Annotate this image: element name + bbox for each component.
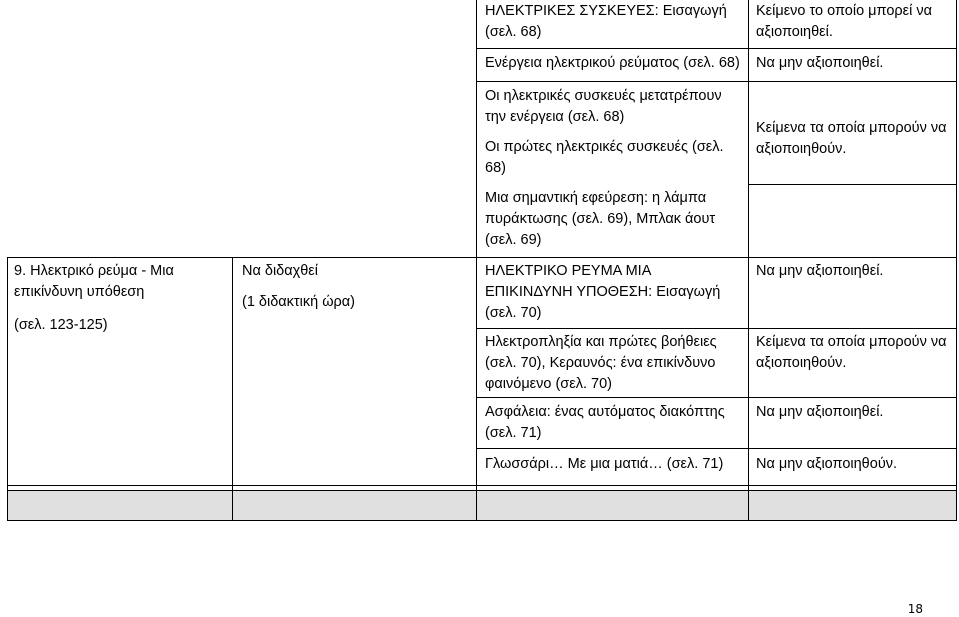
col-divider bbox=[476, 0, 477, 520]
text-line: Ενέργεια ηλεκτρικού ρεύματος (σελ. 68) bbox=[485, 55, 740, 71]
text-line: Να μην αξιοποιηθεί. bbox=[756, 55, 884, 71]
note-cell bbox=[756, 402, 954, 423]
shaded-empty-row bbox=[7, 490, 957, 520]
content-cell bbox=[485, 137, 747, 179]
lesson-cell bbox=[14, 261, 229, 336]
text-line: Οι ηλεκτρικές συσκευές μετατρέπουν bbox=[485, 88, 722, 104]
note-cell bbox=[756, 454, 954, 475]
text-line: Κείμενο το οποίο μπορεί να bbox=[756, 3, 932, 19]
col-divider bbox=[748, 0, 749, 520]
content-cell bbox=[485, 1, 745, 43]
content-cell bbox=[485, 454, 747, 475]
content-cell bbox=[485, 261, 747, 324]
text-line: Οι πρώτες ηλεκτρικές συσκευές (σελ. bbox=[485, 139, 724, 155]
lesson-title: επικίνδυνη υπόθεση bbox=[14, 284, 145, 300]
text-line: την ενέργεια (σελ. 68) bbox=[485, 109, 625, 125]
row-divider bbox=[7, 485, 957, 486]
row-divider bbox=[476, 397, 957, 398]
text-line: πυράκτωσης (σελ. 69), Μπλακ άουτ bbox=[485, 211, 716, 227]
text-line: Κείμενα τα οποία μπορούν να bbox=[756, 334, 947, 350]
text-line: (σελ. 70) bbox=[485, 305, 542, 321]
teaching-cell bbox=[242, 261, 474, 313]
teach-hours: (1 διδακτική ώρα) bbox=[242, 294, 355, 310]
text-line: αξιοποιηθούν. bbox=[756, 355, 847, 371]
row-divider bbox=[7, 490, 957, 491]
row-divider bbox=[476, 328, 957, 329]
text-line: (σελ. 71) bbox=[485, 425, 542, 441]
content-cell bbox=[485, 402, 747, 444]
content-cell bbox=[485, 53, 747, 74]
page-number: 18 bbox=[907, 602, 923, 616]
text-line: αξιοποιηθούν. bbox=[756, 141, 847, 157]
text-line: φαινόμενο (σελ. 70) bbox=[485, 376, 612, 392]
col-divider bbox=[7, 257, 8, 520]
teach-title: Να διδαχθεί bbox=[242, 263, 318, 279]
col-divider bbox=[232, 257, 233, 520]
note-cell bbox=[756, 53, 954, 74]
row-divider bbox=[7, 257, 957, 258]
text-line: ΗΛΕΚΤΡΙΚΟ ΡΕΥΜΑ ΜΙΑ bbox=[485, 263, 652, 279]
row-divider bbox=[476, 81, 957, 82]
text-line: Γλωσσάρι… Με μια ματιά… (σελ. 71) bbox=[485, 456, 724, 472]
note-cell bbox=[756, 332, 954, 374]
row-divider bbox=[476, 48, 957, 49]
row-divider bbox=[7, 520, 957, 521]
text-line: (σελ. 70), Κεραυνός: ένα επικίνδυνο bbox=[485, 355, 716, 371]
text-line: Ηλεκτροπληξία και πρώτες βοήθειες bbox=[485, 334, 717, 350]
content-cell bbox=[485, 188, 747, 251]
note-cell bbox=[756, 1, 954, 43]
text-line: Να μην αξιοποιηθεί. bbox=[756, 404, 884, 420]
text-line: (σελ. 69) bbox=[485, 232, 542, 248]
text-line: αξιοποιηθεί. bbox=[756, 24, 833, 40]
col-divider bbox=[956, 0, 957, 520]
text-line: Μια σημαντική εφεύρεση: η λάμπα bbox=[485, 190, 707, 206]
text-line: Ασφάλεια: ένας αυτόματος διακόπτης bbox=[485, 404, 725, 420]
note-cell bbox=[756, 261, 954, 282]
row-divider bbox=[748, 184, 957, 185]
text-line: ΕΠΙΚΙΝΔΥΝΗ ΥΠΟΘΕΣΗ: Εισαγωγή bbox=[485, 284, 721, 300]
row-divider bbox=[476, 448, 957, 449]
content-cell bbox=[485, 332, 747, 395]
text-line: Να μην αξιοποιηθεί. bbox=[756, 263, 884, 279]
content-cell bbox=[485, 86, 747, 128]
text-line: (σελ. 68) bbox=[485, 24, 542, 40]
text-line: Κείμενα τα οποία μπορούν να bbox=[756, 120, 947, 136]
note-cell bbox=[756, 118, 954, 160]
lesson-pages: (σελ. 123-125) bbox=[14, 317, 108, 333]
text-line: Να μην αξιοποιηθούν. bbox=[756, 456, 898, 472]
lesson-title: 9. Ηλεκτρικό ρεύμα - Μια bbox=[14, 263, 174, 279]
text-line: ΗΛΕΚΤΡΙΚΕΣ ΣΥΣΚΕΥΕΣ: Εισαγωγή bbox=[485, 3, 727, 19]
text-line: 68) bbox=[485, 160, 506, 176]
